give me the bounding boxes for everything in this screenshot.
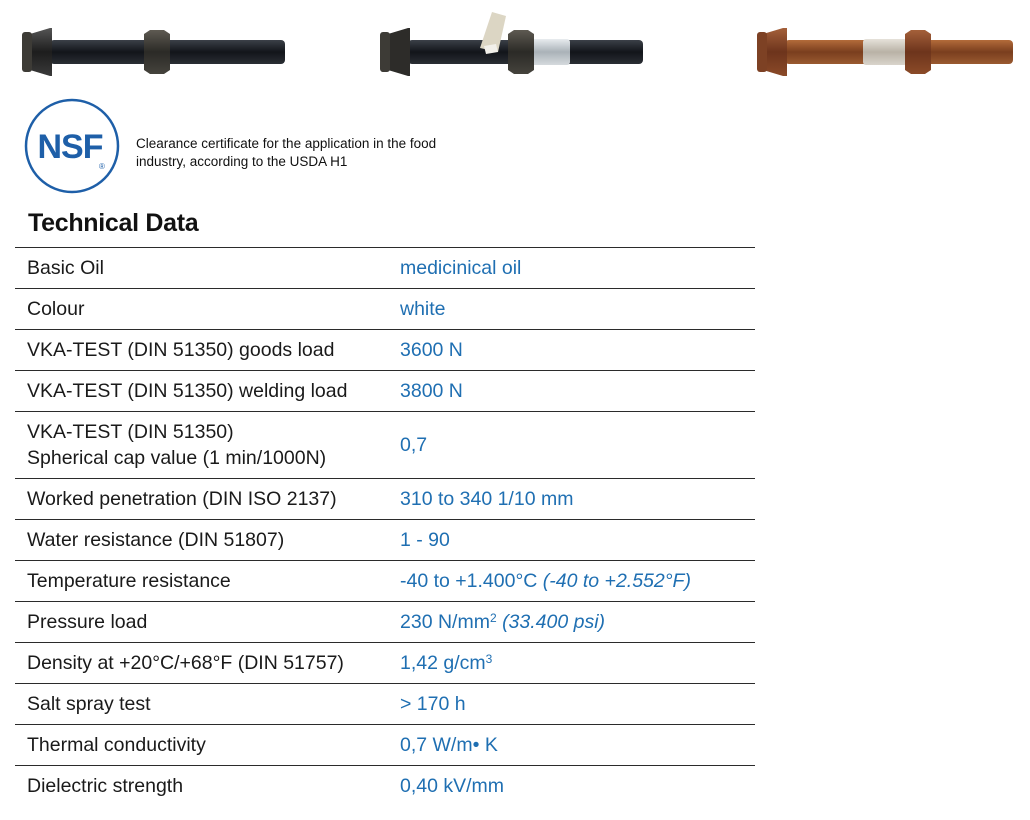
table-row: [15, 766, 755, 807]
row-value-main: -40 to +1.400°C: [400, 570, 538, 592]
table-row: [15, 412, 755, 479]
row-label: VKA-TEST (DIN 51350) welding load: [27, 380, 348, 402]
table-row: [15, 561, 755, 602]
row-label: Temperature resistance: [27, 570, 231, 592]
row-value: [400, 561, 755, 602]
table-row: [15, 479, 755, 520]
row-value: [400, 602, 755, 643]
certification-text: [136, 135, 436, 171]
row-value: 0,40 kV/mm: [400, 775, 505, 797]
row-label: Salt spray test: [27, 693, 151, 715]
row-value: 3600 N: [400, 339, 463, 361]
row-label: Worked penetration (DIN ISO 2137): [27, 488, 337, 510]
corroded-bolt-image: [755, 22, 1020, 80]
svg-text:®: ®: [99, 162, 105, 171]
row-label-line-2: Spherical cap value (1 min/1000N): [27, 447, 327, 469]
table-row: [15, 371, 755, 412]
untreated-bolt-image: [22, 22, 287, 80]
row-value: > 170 h: [400, 693, 466, 715]
table-row: [15, 520, 755, 561]
row-value: [400, 643, 755, 684]
table-row: [15, 684, 755, 725]
table-row: [15, 602, 755, 643]
row-value: 0,7: [400, 434, 428, 456]
row-value-superscript: 2: [489, 611, 497, 625]
row-value: 1 - 90: [400, 529, 450, 551]
table-row: [15, 643, 755, 684]
section-title: Technical Data: [28, 209, 199, 237]
row-value: 0,7 W/m• K: [400, 734, 498, 756]
row-label: Basic Oil: [27, 257, 104, 279]
nsf-certification-logo: [24, 98, 120, 194]
row-value: 3800 N: [400, 380, 463, 402]
certification-text-line-2: industry, according to the USDA H1: [136, 154, 348, 169]
table-row: [15, 725, 755, 766]
row-label: [15, 412, 400, 479]
row-value-main: 230 N/mm: [400, 611, 490, 633]
table-row: [15, 330, 755, 371]
row-label: Pressure load: [27, 611, 148, 633]
certification-text-line-1: Clearance certificate for the application in the food: [136, 136, 437, 151]
row-label: Colour: [27, 298, 85, 320]
row-value-note: (33.400 psi): [502, 611, 606, 633]
row-label-line-1: VKA-TEST (DIN 51350): [27, 421, 234, 443]
technical-data-table: [15, 247, 755, 806]
row-value-note: (-40 to +2.552°F): [542, 570, 691, 592]
row-value: medicinical oil: [400, 257, 522, 279]
svg-text:NSF: NSF: [37, 128, 103, 166]
row-label: Dielectric strength: [27, 775, 184, 797]
row-value-superscript: 3: [485, 652, 493, 666]
grease-applied-bolt-image: [380, 8, 645, 80]
row-label: Thermal conductivity: [27, 734, 206, 756]
row-value: 310 to 340 1/10 mm: [400, 488, 574, 510]
row-label: VKA-TEST (DIN 51350) goods load: [27, 339, 335, 361]
table-row: [15, 248, 755, 289]
row-value-main: 1,42 g/cm: [400, 652, 486, 674]
row-value: white: [400, 298, 446, 320]
row-label: Density at +20°C/+68°F (DIN 51757): [27, 652, 344, 674]
table-row: [15, 289, 755, 330]
row-label: Water resistance (DIN 51807): [27, 529, 285, 551]
